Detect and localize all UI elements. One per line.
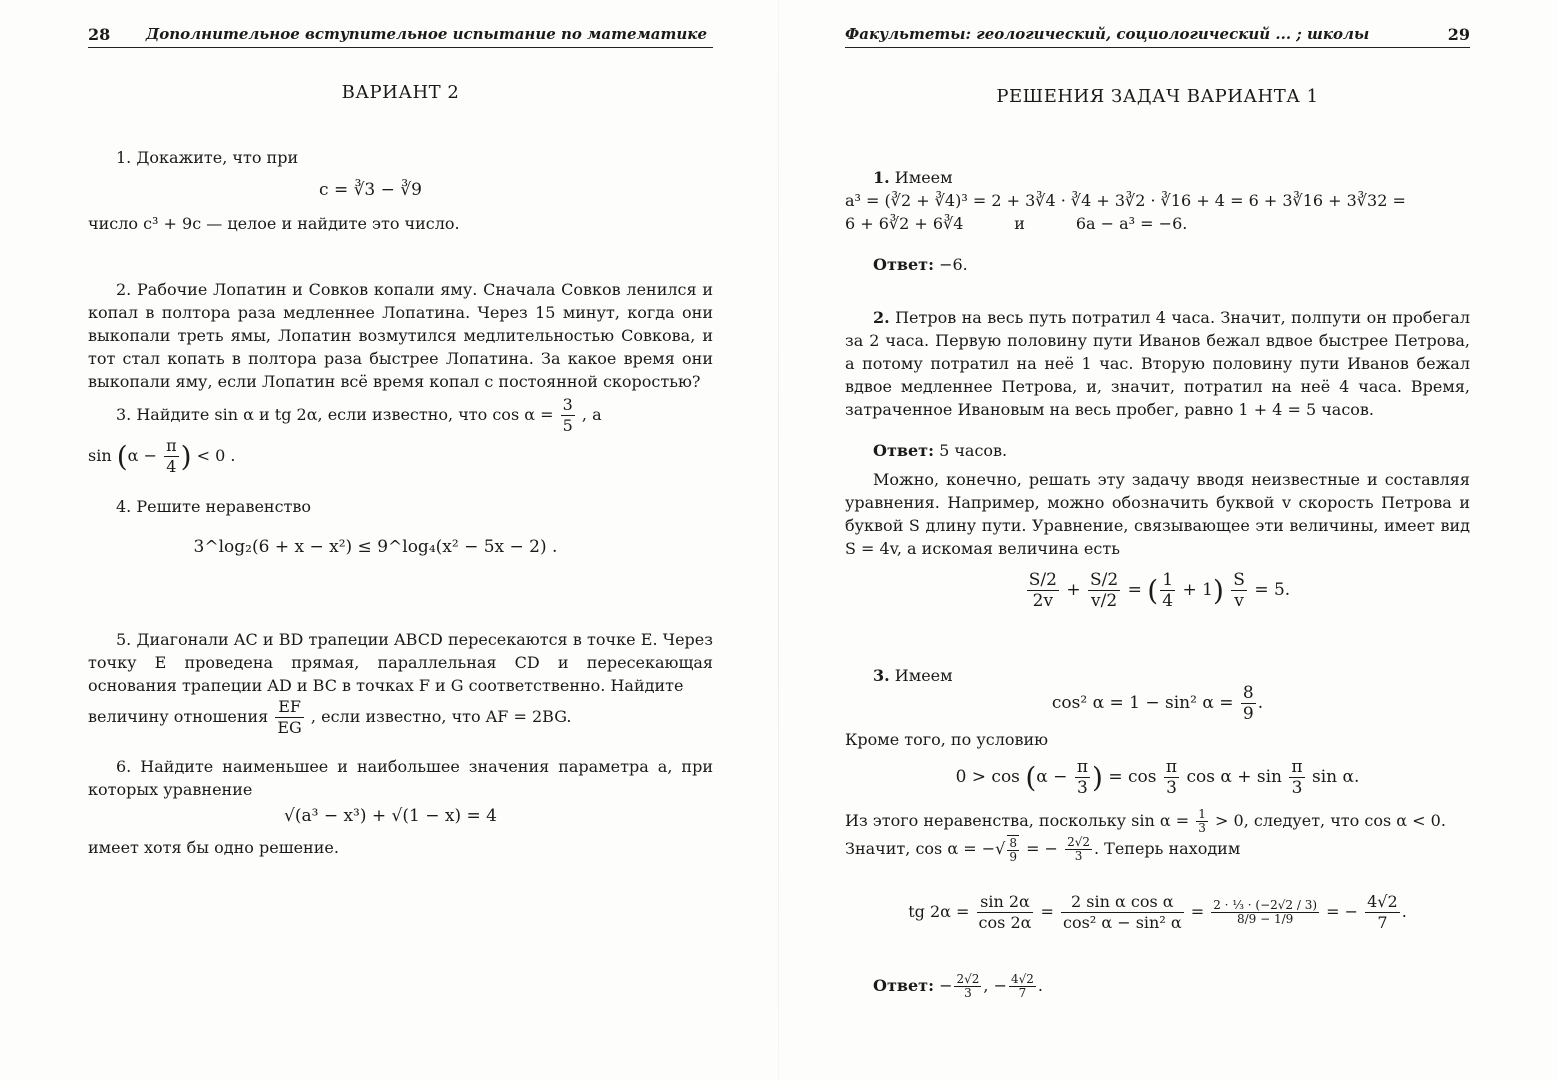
pi-over-4-fraction [164, 436, 179, 477]
fraction-numerator: EF [275, 697, 303, 718]
page-number: 29 [1447, 25, 1470, 44]
fraction-denominator: v/2 [1091, 591, 1118, 611]
cos-value-text-b: = − [1026, 839, 1058, 858]
fraction-numerator: S/2 [1028, 570, 1057, 590]
fraction-denominator: 9 [1242, 704, 1254, 724]
minus-sign: − [939, 976, 953, 995]
solution-2-label: 2. [873, 308, 890, 327]
solution-2-formula [845, 570, 1470, 611]
cos-expansion-b: cos α + sin [1186, 767, 1283, 787]
problem-3-line1 [88, 395, 713, 436]
solution-2-body: Петров на весь путь потратил 4 часа. Значит, полпути он пробегал за 2 часа. Первую половину пути Иванов бежал вдвое быстрее Петрова, а потому потратил на неё 1 час. Вторую половину пути Иванов бежал вдвое медленнее Петрова, и, значит, потратил на неё 4 часа. Время, затраченное Ивановым на весь пробег, равно 1 + 4 = 5 часов. [845, 308, 1470, 419]
solution-1-line2: 6 + 6∛2 + 6∛4 и 6a − a³ = −6. [845, 214, 1188, 233]
answer-label: Ответ: [873, 976, 934, 995]
fraction-denominator: 7 [1377, 913, 1388, 932]
problem-6-formula: √(a³ − x³) + √(1 − x) = 4 [284, 806, 497, 826]
inequality-text-a: Из этого неравенства, поскольку sin α = [845, 811, 1190, 830]
ef-eg-fraction [275, 697, 303, 738]
fraction-denominator: 4 [166, 457, 177, 476]
solution-3-inequality [845, 808, 1470, 835]
left-page [88, 0, 713, 1080]
paren-close: ) [1212, 574, 1224, 607]
fraction-numerator: π [1076, 757, 1088, 777]
comma-minus: , − [983, 976, 1007, 995]
problem-5-text: 5. Диагонали AC и BD трапеции ABCD пересекаются в точке E. Через точку E проведена прямая, параллельная CD и пересекающая основания трапеции AD и BC в точках F и G соответственно. Найдите [88, 630, 713, 695]
problem-5-text-b: , если известно, что AF = 2BG. [310, 707, 572, 726]
cos-expr: 0 > cos [955, 767, 1020, 787]
problem-3-text-a: 3. Найдите sin α и tg 2α, если известно, что cos α = [116, 405, 554, 424]
fraction-numerator: 4√2 [1367, 892, 1398, 911]
problem-4-intro: 4. Решите неравенство [116, 497, 312, 516]
answer-value: −6. [939, 255, 968, 274]
problem-5-text-a: величину отношения [88, 707, 269, 726]
cos-value-text-c: . Теперь находим [1093, 839, 1241, 858]
fraction-numerator: sin 2α [977, 892, 1034, 913]
fraction-numerator: π [1291, 757, 1303, 777]
fraction-denominator: EG [277, 718, 302, 737]
fraction-numerator: 2√2 [1067, 835, 1090, 849]
tg-fraction-1 [977, 892, 1034, 933]
fraction-denominator: 9 [1009, 850, 1017, 864]
problem-3-line2 [88, 436, 713, 477]
plus-sign: + [1066, 580, 1081, 600]
problem-6 [88, 755, 713, 859]
paren-close: ) [180, 440, 192, 473]
solution-2-text [845, 306, 1470, 421]
paren-open: ( [1147, 574, 1159, 607]
fraction-numerator: S [1233, 570, 1245, 590]
solution-1-line1: a³ = (∛2 + ∛4)³ = 2 + 3∛4 · ∛4 + 3∛2 · ∛16 + 4 = 6 + 3∛16 + 3∛32 = [845, 191, 1406, 210]
solution-1-intro [845, 166, 1470, 189]
fraction-denominator: 4 [1162, 591, 1174, 611]
formula-end: . [1257, 693, 1264, 713]
fraction-denominator: 3 [1076, 778, 1088, 798]
fraction-denominator: 2v [1032, 591, 1054, 611]
fraction-numerator: π [1165, 757, 1178, 777]
tg-label: tg 2α = [908, 902, 970, 921]
answer-label: Ответ: [873, 441, 934, 460]
pi-over-3-fraction [1289, 757, 1304, 798]
problem-4 [88, 495, 713, 559]
solution-2-extra: Можно, конечно, решать эту задачу вводя неизвестные и составляя уравнения. Например, можно обозначить буквой v скорость Петрова и буквой S длину пути. Уравнение, связывающее эти величины, имеет вид S = 4v, а искомая величина есть [845, 470, 1470, 558]
problem-3-text-b: , а [581, 405, 602, 424]
sqrt-eight-ninths [1007, 835, 1019, 864]
variant-heading: ВАРИАНТ 2 [341, 82, 460, 103]
cos-expansion-c: sin α. [1312, 767, 1360, 787]
solution-3 [845, 664, 1470, 1000]
eight-ninths [1241, 683, 1256, 724]
fraction-numerator: 1 [1162, 570, 1174, 590]
fraction-numerator: S/2 [1090, 570, 1119, 590]
two-root-two-thirds [1065, 836, 1092, 863]
problem-2: 2. Рабочие Лопатин и Совков копали яму. Сначала Совков ленился и копал в полтора раза медленнее Лопатина. Через 15 минут, когда они выкопали треть ямы, Лопатин возмутился медлительностью Совкова, и тот стал копать в полтора раза быстрее Лопатина. За какое время они выкопали яму, если Лопатин всё время копал с постоянной скоростью? [88, 280, 713, 391]
solution-2-answer [845, 439, 1470, 462]
solutions-heading: РЕШЕНИЯ ЗАДАЧ ВАРИАНТА 1 [996, 86, 1319, 107]
fraction-denominator: 8/9 − 1/9 [1236, 912, 1294, 926]
fraction-denominator: 7 [1018, 986, 1027, 1000]
cos-value-text-a: Значит, cos α = − [845, 839, 996, 858]
paren-close: ) [1092, 761, 1103, 794]
book-gutter [778, 0, 779, 1080]
fraction-b [1088, 570, 1120, 611]
paren-open: ( [116, 440, 128, 473]
solution-1-intro-text: Имеем [894, 168, 953, 187]
fraction-numerator: 3 [562, 395, 573, 414]
inequality-text-b: > 0, следует, что cos α < 0. [1215, 811, 1446, 830]
problem-3 [88, 395, 713, 477]
problem-3-fraction [561, 395, 575, 436]
formula-end: . [1401, 902, 1407, 921]
problem-1 [88, 146, 713, 235]
fraction-denominator: cos 2α [978, 913, 1032, 932]
running-head [88, 22, 713, 48]
fraction-numerator: 4√2 [1010, 972, 1034, 986]
solution-1-answer [845, 253, 1470, 276]
fraction-denominator: 3 [1291, 778, 1303, 798]
sin-argument: α − [127, 446, 157, 465]
formula-end: = 5. [1254, 580, 1291, 600]
solution-3-answer [845, 973, 1470, 1000]
fraction-denominator: v [1234, 591, 1244, 611]
running-head [845, 22, 1470, 48]
solution-3-intro-text: Имеем [894, 666, 953, 685]
problem-6-text: 6. Найдите наименьшее и наибольшее значения параметра a, при которых уравнение [88, 757, 713, 799]
period: . [1037, 976, 1043, 995]
running-title: Факультеты: геологический, социологический ... ; школы [845, 25, 1370, 43]
solution-3-cos-value [845, 835, 1470, 864]
fraction-a [1027, 570, 1059, 611]
answer-label: Ответ: [873, 255, 934, 274]
pi-over-3-fraction [1075, 757, 1090, 798]
tg-fraction-3 [1211, 899, 1319, 926]
sin-inequality: < 0 . [196, 446, 236, 465]
paren-open: ( [1025, 761, 1037, 794]
solution-1-label: 1. [873, 168, 890, 187]
fraction-denominator: cos² α − sin² α [1063, 913, 1182, 932]
problem-4-formula: 3^log₂(6 + x − x²) ≤ 9^log₄(x² − 5x − 2) . [193, 537, 558, 557]
fraction-denominator: 3 [1198, 821, 1206, 835]
fraction-d [1231, 570, 1247, 611]
fraction-denominator: 5 [562, 416, 573, 435]
fraction-numerator: 8 [1009, 836, 1017, 850]
answer-fraction-b [1009, 973, 1036, 1000]
one-third [1196, 808, 1208, 835]
fraction-c [1160, 570, 1175, 611]
fraction-denominator: 3 [1074, 849, 1083, 863]
sin-label: sin [88, 446, 112, 465]
answer-fraction-a [954, 973, 981, 1000]
problem-6-after: имеет хотя бы одно решение. [88, 838, 339, 857]
tg-fraction-4 [1365, 892, 1400, 933]
equals-sign: = [1127, 580, 1142, 600]
solution-3-label: 3. [873, 666, 890, 685]
running-title: Дополнительное вступительное испытание по математике [145, 25, 707, 43]
problem-1-intro: 1. Докажите, что при [116, 148, 299, 167]
tg-fraction-2 [1061, 892, 1184, 933]
solution-1 [845, 166, 1470, 276]
fraction-numerator: 2 sin α cos α [1061, 892, 1184, 913]
problem-1-formula: c = ∛3 − ∛9 [319, 180, 422, 200]
fraction-denominator: 3 [1166, 778, 1177, 798]
equals-sign: = [1190, 902, 1205, 921]
page-number: 28 [88, 25, 111, 44]
pi-over-3-fraction [1164, 757, 1179, 798]
solution-3-condition: Кроме того, по условию [845, 730, 1049, 749]
solution-3-tg-formula [845, 892, 1470, 933]
cos-squared-expr: cos² α = 1 − sin² α = [1051, 693, 1234, 713]
answer-value: 5 часов. [939, 441, 1008, 460]
problem-1-text: число c³ + 9c — целое и найдите это число. [88, 214, 460, 233]
solution-2 [845, 306, 1470, 611]
equals-sign: = [1040, 902, 1054, 921]
fraction-numerator: 2√2 [956, 972, 980, 986]
fraction-numerator: 8 [1242, 683, 1254, 703]
equals-minus: = − [1326, 902, 1359, 921]
right-page [845, 0, 1470, 1080]
solution-3-formula-1 [845, 683, 1470, 724]
problem-5 [88, 628, 713, 738]
fraction-numerator: 1 [1198, 807, 1206, 821]
sqrt-sign: √ [995, 839, 1006, 858]
fraction-denominator: 3 [964, 986, 972, 1000]
cos-argument: α − [1036, 767, 1068, 787]
cos-expansion-a: = cos [1108, 767, 1157, 787]
plus-one: + 1 [1182, 580, 1213, 600]
problem-5-last-line [88, 697, 713, 738]
fraction-numerator: π [166, 436, 177, 455]
solution-3-formula-2 [845, 757, 1470, 798]
fraction-numerator: 2 · ⅓ · (−2√2 / 3) [1213, 898, 1318, 912]
